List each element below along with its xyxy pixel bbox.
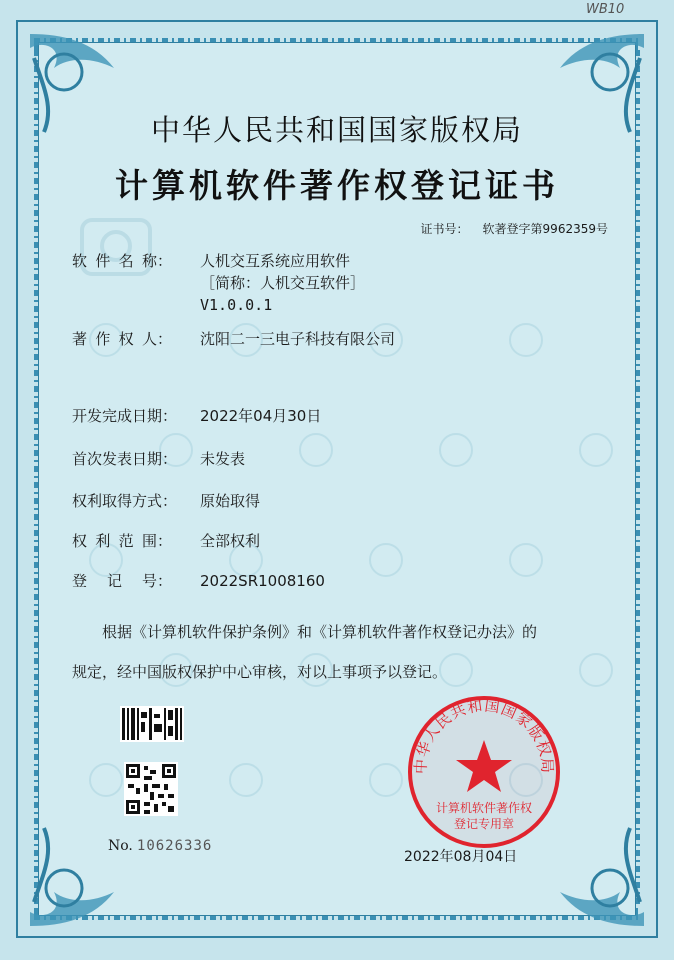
- owner-label: 著 作 权 人：: [72, 330, 172, 348]
- registration-number-label: 登 记 号：: [72, 572, 172, 590]
- publish-date-value: 未发表: [200, 450, 246, 468]
- software-short-name: ［简称：人机交互软件］: [200, 274, 366, 292]
- software-version: V1.0.0.1: [200, 296, 273, 314]
- acquire-method-value: 原始取得: [200, 492, 261, 510]
- rights-scope-value: 全部权利: [200, 532, 261, 550]
- registration-number-value: 2022SR1008160: [200, 572, 325, 590]
- serial-number-label: No.: [108, 838, 133, 854]
- field-rights-scope: [72, 530, 260, 552]
- certificate-title: 计算机软件著作权登记证书: [115, 166, 559, 205]
- field-owner: [72, 328, 395, 350]
- field-registration-number: [72, 570, 325, 592]
- publish-date-label: 首次发表日期：: [72, 450, 178, 468]
- barcode-icon: [120, 706, 184, 742]
- field-acquire-method: [72, 490, 260, 512]
- statement-line-2: 规定，经中国版权保护中心审核，对以上事项予以登记。: [72, 663, 448, 681]
- dev-date-label: 开发完成日期：: [72, 407, 178, 425]
- software-name-label: 软 件 名 称：: [72, 252, 172, 270]
- serial-number-value: 10626336: [136, 838, 213, 854]
- seal-line-1: 计算机软件著作权: [435, 801, 533, 815]
- registration-statement: [72, 612, 612, 692]
- serial-number: [108, 838, 212, 854]
- seal-ring-text: 中华人民共和国国家版权局: [411, 696, 557, 775]
- dev-date-value: 2022年04月30日: [200, 407, 322, 425]
- field-dev-date: [72, 405, 321, 427]
- handwritten-note: WB10: [586, 2, 625, 17]
- certificate-number: [421, 220, 608, 237]
- statement-line-1: 根据《计算机软件保护条例》和《计算机软件著作权登记办法》的: [102, 623, 538, 641]
- rights-scope-label: 权 利 范 围：: [72, 532, 172, 550]
- field-software-name: [72, 250, 365, 316]
- qr-code-icon: [124, 762, 178, 816]
- field-publish-date: [72, 448, 245, 470]
- issue-date: 2022年08月04日: [404, 849, 518, 865]
- issuer-title: 中华人民共和国国家版权局: [150, 113, 523, 147]
- official-seal: [404, 692, 564, 852]
- acquire-method-label: 权利取得方式：: [72, 492, 178, 510]
- certificate-number-value: 软著登字第9962359号: [482, 222, 608, 236]
- owner-value: 沈阳二一三电子科技有限公司: [200, 330, 396, 348]
- software-name-value: 人机交互系统应用软件: [200, 252, 351, 270]
- seal-line-2: 登记专用章: [453, 817, 515, 831]
- certificate-number-label: 证书号：: [420, 222, 469, 236]
